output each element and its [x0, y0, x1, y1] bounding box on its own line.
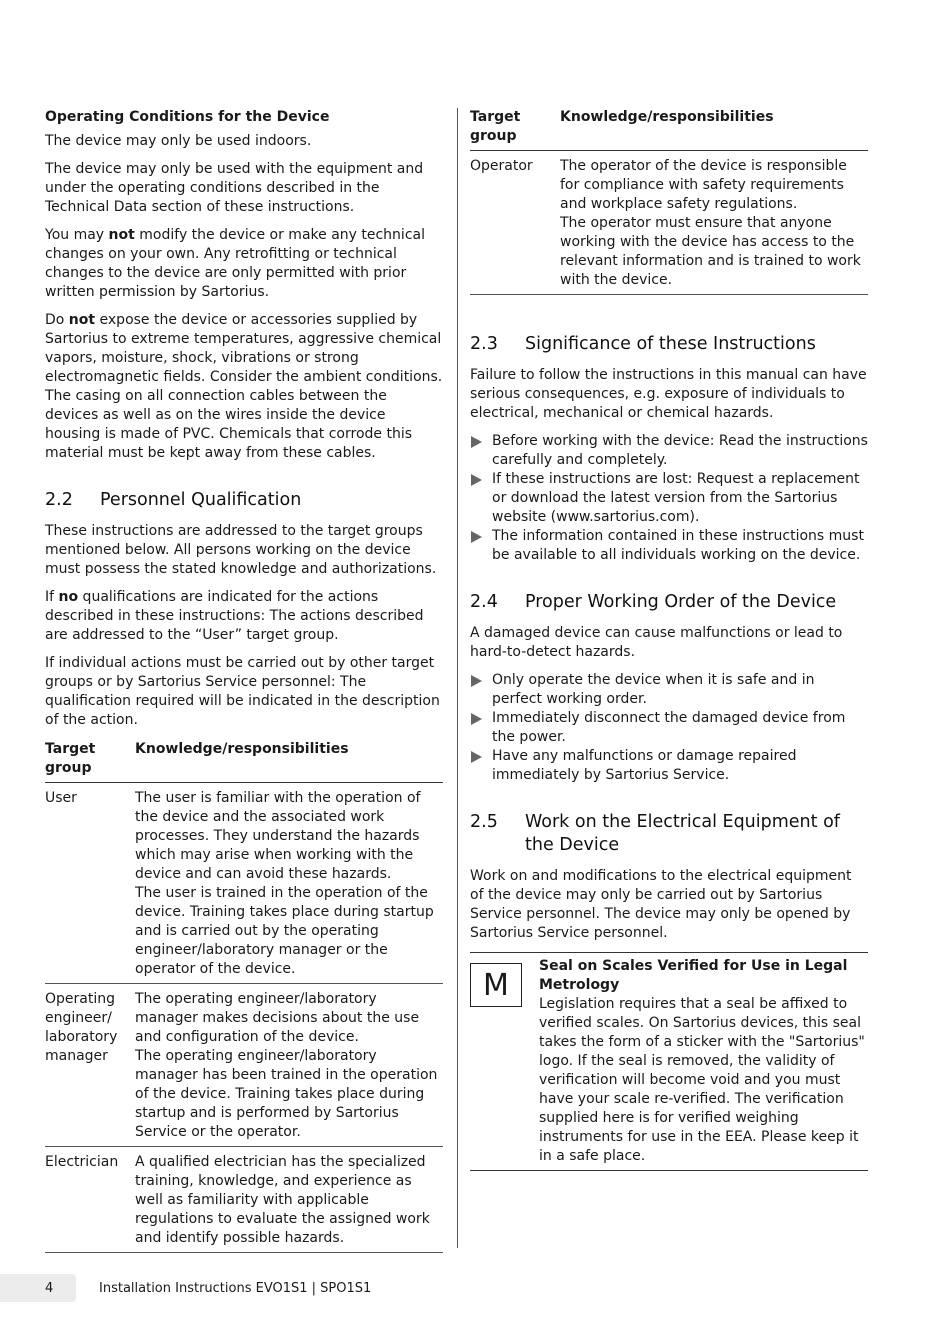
target-group-cell: Operator: [470, 158, 533, 174]
target-group-cell: Operating engineer/ laboratory manager: [45, 991, 118, 1064]
paragraph: [45, 226, 443, 302]
target-group-cell: User: [45, 790, 77, 806]
step-text: If these instructions are lost: Request a replacement or download the latest version from the Sartorius website (www.sartorius.com).: [492, 471, 860, 525]
section-number: 2.4: [470, 592, 498, 612]
emphasis-not: not: [108, 227, 135, 243]
column-divider: [457, 108, 458, 1248]
paragraph: These instructions are addressed to the target groups mentioned below. All persons working on the device must possess the stated knowledge and authorizations.: [45, 523, 437, 577]
text-run: qualifications are indicated for the actions described in these instructions: The actions described are addressed to the “User” target group.: [45, 589, 424, 643]
qualification-table: [45, 740, 443, 1253]
instruction-steps: [470, 432, 868, 565]
section-heading-2-3: [470, 333, 868, 356]
step-text: Immediately disconnect the damaged device from the power.: [492, 710, 846, 745]
responsibility-cell: The operating engineer/laboratory manager makes decisions about the use and configuration of the device. The operating engineer/laboratory manager has been trained in the operation of the device. Training takes place during startup and is performed by Sartorius Service or the operator.: [135, 991, 438, 1140]
section-heading-2-4: [470, 591, 868, 614]
paragraph: The device may only be used indoors.: [45, 133, 312, 149]
instruction-steps: [470, 671, 868, 785]
table-header-row: [470, 108, 868, 151]
paragraph: A damaged device can cause malfunctions or lead to hard-to-detect hazards.: [470, 625, 843, 660]
step-text: Before working with the device: Read the instructions carefully and completely.: [492, 433, 868, 468]
list-item: [470, 432, 868, 470]
text-run: modify the device or make any technical changes on your own. Any retrofitting or technical changes to the device are only permitted with prior written permission by Sartorius.: [45, 227, 425, 300]
right-column: [470, 108, 868, 1171]
triangle-bullet-icon: [471, 751, 482, 763]
operating-conditions-heading: Operating Conditions for the Device: [45, 109, 330, 125]
section-number: 2.5: [470, 812, 498, 832]
page-footer: [0, 1274, 950, 1302]
section-title: Personnel Qualification: [100, 490, 302, 510]
column-header-target-group: Target group: [470, 109, 521, 144]
section-number: 2.3: [470, 334, 498, 354]
responsibility-cell: The user is familiar with the operation of the device and the associated work processes. They understand the hazards which may arise when working with the device and can avoid these hazards. The user is trained in the operation of the device. Training takes place during startup and is carried out by the operating engineer/laboratory manager or the operator of the device.: [135, 790, 434, 977]
notice-text: Legislation requires that a seal be affixed to verified scales. On Sartorius devices, this seal takes the form of a sticker with the "Sartorius" logo. If the seal is removed, the validity of verification will become void and you must have your scale re-verified. The verification supplied here is for verified weighing instruments for use in the EEA. Please keep it in a safe place.: [539, 996, 865, 1164]
page-number: 4: [45, 1281, 54, 1296]
metrology-m-icon: M: [470, 963, 522, 1007]
notice-title: Seal on Scales Verified for Use in Legal Metrology: [539, 958, 848, 993]
paragraph: [45, 588, 443, 645]
list-item: [470, 527, 868, 565]
triangle-bullet-icon: [471, 531, 482, 543]
triangle-bullet-icon: [471, 713, 482, 725]
section-title: Work on the Electrical Equipment of the Device: [525, 812, 840, 855]
list-item: [470, 470, 868, 527]
list-item: [470, 747, 868, 785]
text-run: You may: [45, 227, 109, 243]
text-run: If: [45, 589, 59, 605]
responsibility-cell: The operator of the device is responsible for compliance with safety requirements and workplace safety regulations. The operator must ensure that anyone working with the device has access to the relevant information and is trained to work with the device.: [560, 158, 861, 288]
text-run: Do: [45, 312, 69, 328]
step-text: Have any malfunctions or damage repaired immediately by Sartorius Service.: [492, 748, 797, 783]
paragraph: Work on and modifications to the electrical equipment of the device may only be carried out by Sartorius Service personnel. The device may only be opened by Sartorius Service personnel.: [470, 868, 852, 941]
section-title: Proper Working Order of the Device: [525, 592, 837, 612]
paragraph: [45, 311, 443, 463]
list-item: [470, 671, 868, 709]
qualification-table-continued: [470, 108, 868, 295]
text-run: expose the device or accessories supplied by Sartorius to extreme temperatures, aggressive chemical vapors, moisture, shock, vibrations or strong electromagnetic fields. Consider the ambient conditions. The casing on all connection cables between the devices as well as on the wires inside the device housing is made of PVC. Chemicals that corrode this material must be kept away from these cables.: [45, 312, 443, 461]
left-column: [45, 108, 443, 1253]
paragraph: Failure to follow the instructions in this manual can have serious consequences, e.g. exposure of individuals to electrical, mechanical or chemical hazards.: [470, 367, 867, 421]
section-heading-2-2: [45, 489, 443, 512]
section-title: Significance of these Instructions: [525, 334, 816, 354]
section-number: 2.2: [45, 490, 73, 510]
triangle-bullet-icon: [471, 474, 482, 486]
legal-metrology-notice: [470, 952, 868, 1171]
emphasis-not: not: [68, 312, 96, 328]
target-group-cell: Electrician: [45, 1154, 119, 1170]
column-header-knowledge: Knowledge/responsibilities: [135, 741, 349, 757]
step-text: The information contained in these instructions must be available to all individuals working on the device.: [492, 528, 864, 563]
triangle-bullet-icon: [471, 436, 482, 448]
table-header-row: [45, 740, 443, 783]
page-number-tab: [0, 1274, 76, 1302]
column-header-knowledge: Knowledge/responsibilities: [560, 109, 774, 125]
responsibility-cell: A qualified electrician has the specialized training, knowledge, and experience as well as familiarity with applicable regulations to evaluate the assigned work and identify possible hazards.: [135, 1154, 430, 1246]
step-text: Only operate the device when it is safe and in perfect working order.: [492, 672, 815, 707]
list-item: [470, 709, 868, 747]
triangle-bullet-icon: [471, 675, 482, 687]
paragraph: The device may only be used with the equipment and under the operating conditions described in the Technical Data section of these instructions.: [45, 161, 424, 215]
document-title: Installation Instructions EVO1S1 | SPO1S1: [99, 1281, 372, 1296]
paragraph: If individual actions must be carried out by other target groups or by Sartorius Service personnel: The qualification required will be indicated in the description of the action.: [45, 655, 440, 728]
table-row: [45, 1147, 443, 1253]
emphasis-no: no: [58, 589, 79, 605]
table-row: [45, 783, 443, 984]
notice-body: [539, 957, 868, 1166]
section-heading-2-5: [470, 811, 868, 857]
column-header-target-group: Target group: [45, 741, 96, 776]
table-row: [45, 984, 443, 1147]
table-row: [470, 151, 868, 295]
